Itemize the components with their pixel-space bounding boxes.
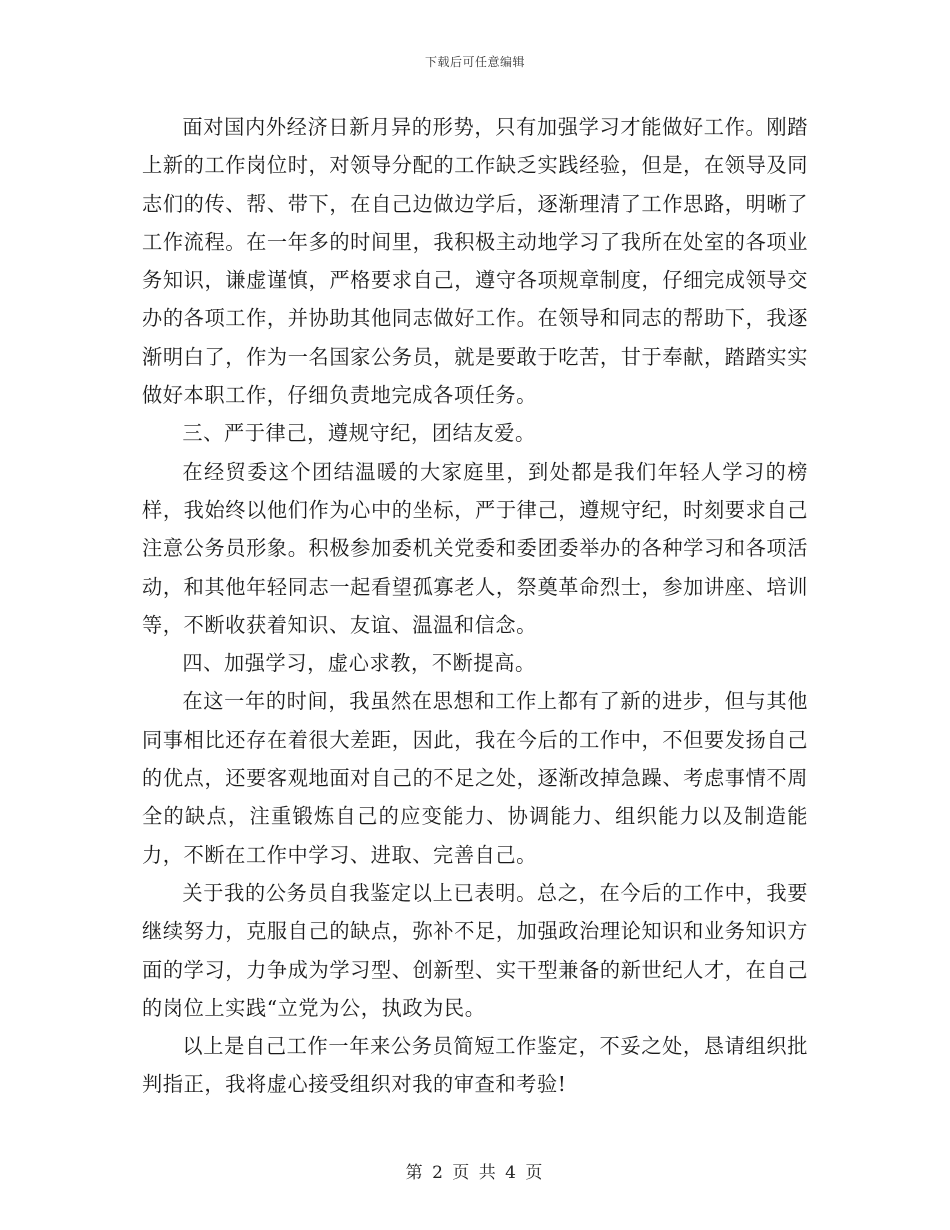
paragraph-discipline: 在经贸委这个团结温暖的大家庭里，到处都是我们年轻人学习的榜样，我始终以他们作为心中的坐标，严于律己，遵规守纪，时刻要求自己注意公务员形象。积极参加委机关党委和委团委举办的各种学习和各项活动，和其他年轻同志一起看望孤寡老人，祭奠革命烈士，参加讲座、培训等，不断收获着知识、友谊、温温和信念。 — [142, 459, 808, 637]
paragraph-learning: 在这一年的时间，我虽然在思想和工作上都有了新的进步，但与其他同事相比还存在着很大差距，因此，我在今后的工作中，不但要发扬自己的优点，还要客观地面对自己的不足之处，逐渐改掉急躁、考虑事情不周全的缺点，注重锻炼自己的应变能力、协调能力、组织能力以及制造能力，不断在工作中学习、进取、完善自己。 — [142, 689, 808, 867]
document-body — [142, 108, 808, 1104]
paragraph-study: 面对国内外经济日新月异的形势，只有加强学习才能做好工作。刚踏上新的工作岗位时，对领导分配的工作缺乏实践经验，但是，在领导及同志们的传、帮、带下，在自己边做边学后，逐渐理清了工作思路，明晰了工作流程。在一年多的时间里，我积极主动地学习了我所在处室的各项业务知识，谦虚谨慎，严格要求自己，遵守各项规章制度，仔细完成领导交办的各项工作，并协助其他同志做好工作。在领导和同志的帮助下，我逐渐明白了，作为一名国家公务员，就是要敢于吃苦，甘于奉献，踏踏实实做好本职工作，仔细负责地完成各项任务。 — [142, 115, 808, 408]
paragraph-closing: 以上是自己工作一年来公务员简短工作鉴定，不妥之处，恳请组织批判指正，我将虚心接受组织对我的审查和考验! — [142, 1034, 808, 1097]
section-heading-learning: 四、加强学习，虚心求教，不断提高。 — [182, 651, 536, 676]
header-note: 下载后可任意编辑 — [424, 55, 525, 69]
section-heading-discipline: 三、严于律己，遵规守纪，团结友爱。 — [182, 421, 536, 446]
page-number-footer: 第 2 页 共 4 页 — [405, 1163, 545, 1183]
paragraph-summary: 关于我的公务员自我鉴定以上已表明。总之，在今后的工作中，我要继续努力，克服自己的缺点，弥补不足，加强政治理论知识和业务知识方面的学习，力争成为学习型、创新型、实干型兼备的新世纪人才，在自己的岗位上实践“立党为公，执政为民。 — [142, 880, 808, 1020]
